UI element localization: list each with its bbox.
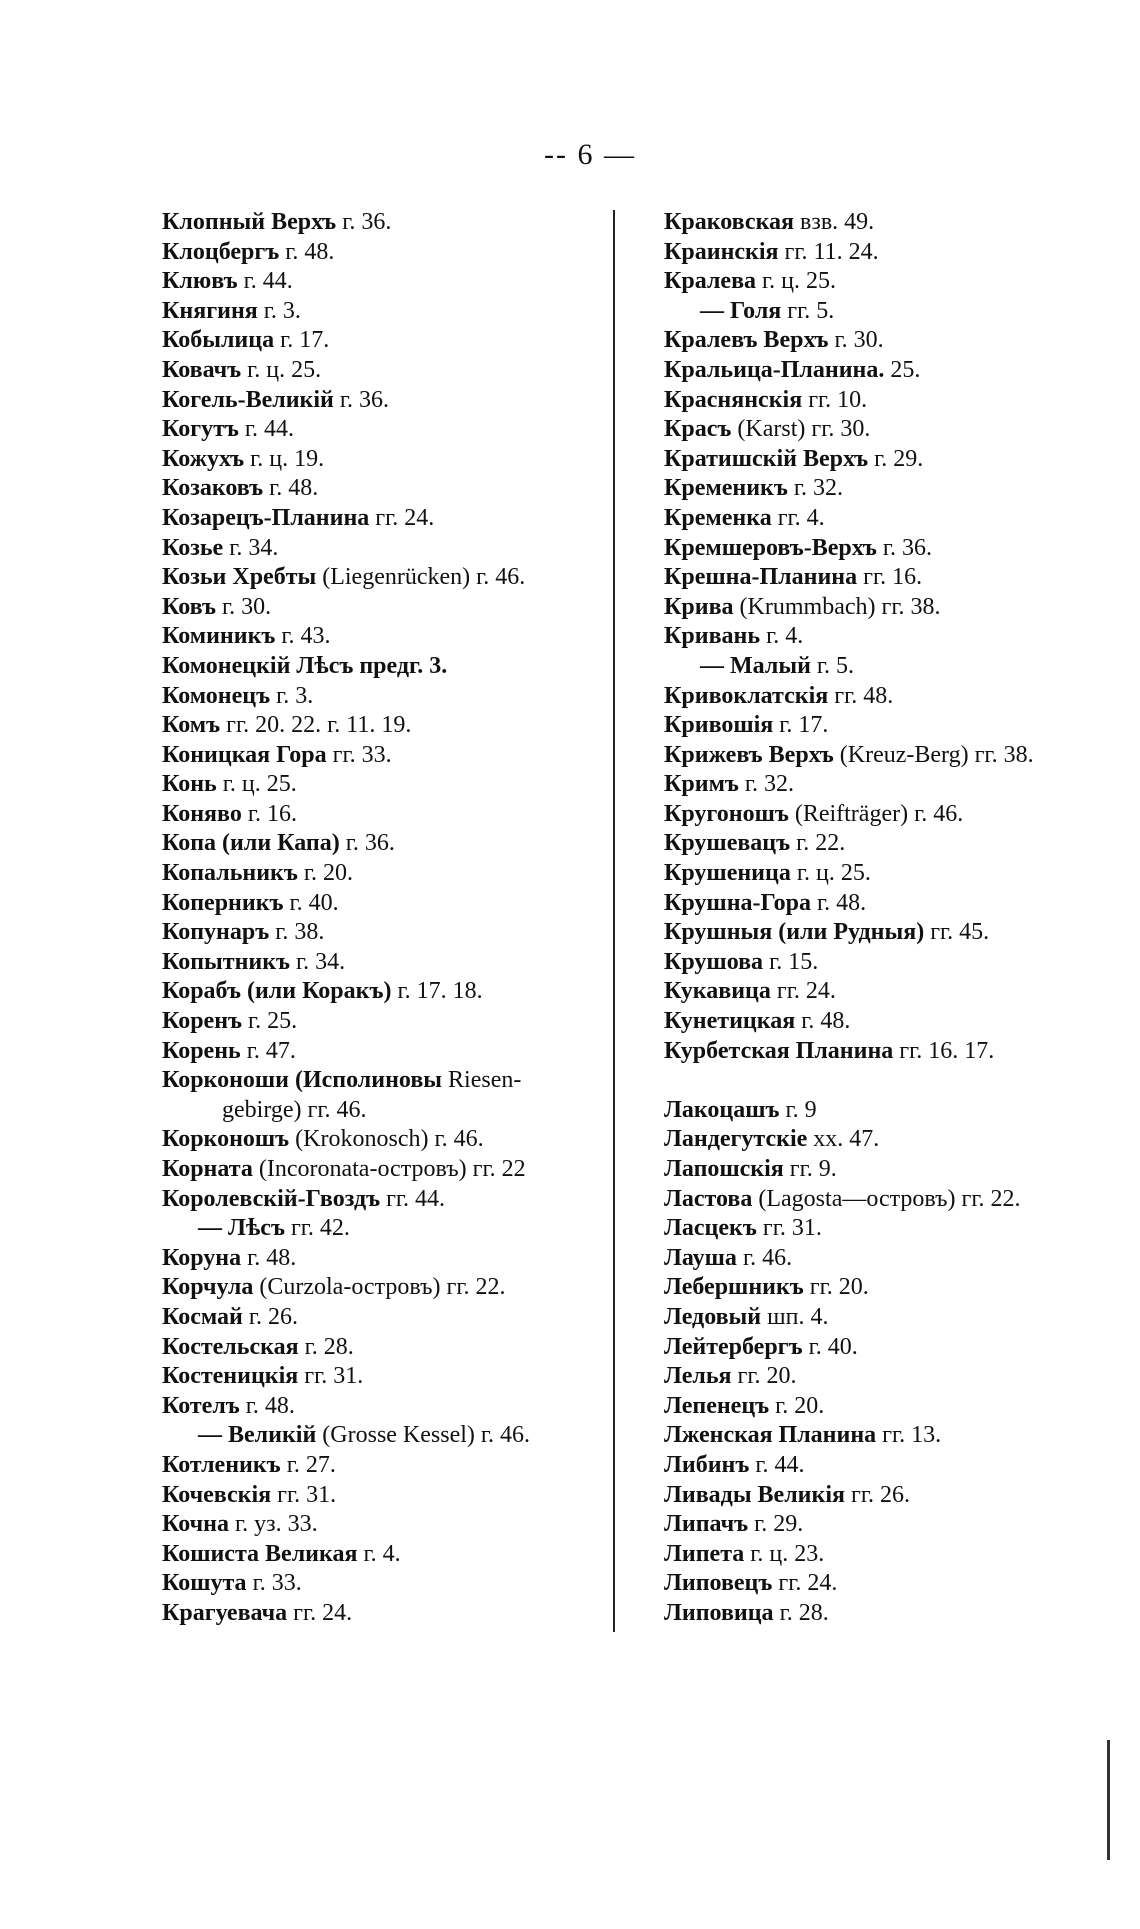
- entry-reference: гг. 20.: [731, 1363, 797, 1390]
- entry-headword: Котелъ: [162, 1392, 240, 1419]
- entry-headword: Крешна-Планина: [664, 564, 858, 591]
- index-entry: [664, 622, 1104, 652]
- entry-headword: Кралевъ Верхъ: [664, 327, 829, 354]
- entry-reference: г. уз. 33.: [228, 1511, 318, 1538]
- index-entry: [162, 770, 602, 800]
- entry-headword: Краинскія: [664, 238, 779, 265]
- entry-reference: гг. 44.: [380, 1185, 446, 1212]
- index-entry: [162, 918, 602, 948]
- entry-reference: gebirge) гг. 46.: [222, 1096, 367, 1123]
- entry-headword: Кралева: [664, 268, 757, 295]
- index-entry: [664, 1273, 1104, 1303]
- entry-reference: г. 17.: [274, 327, 330, 354]
- index-entry: [162, 386, 602, 416]
- entry-reference: г. 4.: [357, 1540, 401, 1567]
- entry-reference: г. 15.: [763, 948, 819, 975]
- index-entry: [162, 238, 602, 268]
- entry-headword: Лебершникъ: [664, 1274, 804, 1301]
- entry-reference: г. ц. 23.: [744, 1540, 825, 1567]
- entry-headword: Крушова: [664, 948, 764, 975]
- index-entry: [664, 711, 1104, 741]
- entry-reference: (Lagosta—островъ) гг. 22.: [752, 1185, 1021, 1212]
- entry-reference: г. 4.: [760, 623, 804, 650]
- index-entry: [664, 1540, 1104, 1570]
- entry-headword: Кочна: [162, 1511, 229, 1538]
- entry-reference: (Karst) гг. 30.: [731, 416, 871, 443]
- entry-reference: гг. 31.: [271, 1481, 337, 1508]
- index-entry: [162, 711, 602, 741]
- index-entry: [664, 1510, 1104, 1540]
- index-entry: [664, 1481, 1104, 1511]
- index-entry: [664, 1599, 1104, 1629]
- entry-reference: г. 3.: [270, 682, 314, 709]
- entry-reference: гг. 20. 22. г. 11. 19.: [220, 712, 412, 739]
- index-entry: [664, 1303, 1104, 1333]
- index-entry: [162, 534, 602, 564]
- entry-headword: — Лѣсъ: [198, 1215, 285, 1242]
- entry-headword: Когель-Великій: [162, 386, 334, 413]
- index-entry: [664, 859, 1104, 889]
- entry-reference: (Grosse Kessel) г. 46.: [316, 1422, 531, 1449]
- entry-headword: Крушеница: [664, 860, 791, 887]
- index-entry: [162, 326, 602, 356]
- entry-headword: Лакоцашъ: [664, 1096, 780, 1123]
- index-entry: [664, 297, 1104, 327]
- index-entry: [664, 356, 1104, 386]
- entry-reference: гг. 31.: [298, 1363, 364, 1390]
- entry-reference: г. 17.: [773, 712, 829, 739]
- entry-reference: г. 26.: [242, 1303, 299, 1330]
- entry-headword: Ковачъ: [162, 356, 242, 383]
- index-entry: [664, 918, 1104, 948]
- entry-headword: Костельская: [162, 1333, 299, 1360]
- index-entry: [664, 445, 1104, 475]
- entry-reference: г. 36.: [333, 386, 390, 413]
- entry-headword: Космай: [162, 1303, 243, 1330]
- entry-reference: г. 34.: [290, 948, 346, 975]
- entry-reference: (Krokonosch) г. 46.: [289, 1126, 484, 1153]
- entry-headword: Котленикъ: [162, 1451, 281, 1478]
- entry-headword: Кратишскій Верхъ: [664, 445, 869, 472]
- entry-reference: гг. 24.: [287, 1599, 353, 1626]
- index-entry: [162, 1510, 602, 1540]
- index-entry: [162, 1392, 602, 1422]
- index-entry: [162, 1569, 602, 1599]
- entry-headword: Лейтербергъ: [664, 1333, 803, 1360]
- entry-headword: Ландегутскіе: [664, 1126, 808, 1153]
- entry-headword: Лженская Планина: [664, 1422, 877, 1449]
- entry-headword: Крушевацъ: [664, 830, 791, 857]
- entry-reference: г. 17. 18.: [391, 978, 483, 1005]
- index-entry: [162, 800, 602, 830]
- entry-reference: гг. 42.: [284, 1215, 350, 1242]
- index-entry: [162, 1599, 602, 1629]
- entry-reference: шп. 4.: [761, 1303, 829, 1330]
- entry-headword: Крушныя (или Рудныя): [664, 919, 925, 946]
- entry-headword: Коняво: [162, 800, 242, 827]
- entry-reference: г. 3.: [257, 297, 301, 324]
- entry-headword: Клоцбергъ: [162, 238, 280, 265]
- entry-headword: Ковъ: [162, 593, 216, 620]
- index-entry: [664, 829, 1104, 859]
- entry-headword: Кочевскія: [162, 1481, 272, 1508]
- entry-headword: Кругоношъ: [664, 800, 789, 827]
- index-entry: [664, 1451, 1104, 1481]
- index-entry: [664, 267, 1104, 297]
- entry-reference: г. 40.: [802, 1333, 858, 1360]
- entry-headword: Королевскій-Гвоздъ: [162, 1185, 381, 1212]
- entry-headword: Кобылица: [162, 327, 275, 354]
- index-entry: [162, 1007, 602, 1037]
- entry-reference: г. 32.: [738, 771, 795, 798]
- entry-reference: г. ц. 25.: [756, 268, 837, 295]
- index-entry: [664, 1155, 1104, 1185]
- index-entry: [162, 474, 602, 504]
- entry-reference: гг. 24.: [770, 978, 836, 1005]
- entry-reference: г. 25.: [242, 1008, 298, 1035]
- entry-headword: Копунаръ: [162, 919, 270, 946]
- entry-headword: Кремшеровъ-Верхъ: [664, 534, 877, 561]
- entry-reference: г. 5.: [810, 652, 855, 679]
- entry-headword: Либинъ: [664, 1451, 750, 1478]
- index-entry: [664, 1125, 1104, 1155]
- index-entry: [664, 415, 1104, 445]
- index-entry: [162, 859, 602, 889]
- entry-reference: г. 28.: [298, 1333, 354, 1360]
- index-entry: [664, 1392, 1104, 1422]
- entry-headword: Краковская: [664, 209, 795, 235]
- entry-reference: хх. 47.: [807, 1126, 880, 1153]
- index-entry: [162, 297, 602, 327]
- entry-reference: г. ц. 25.: [790, 860, 871, 887]
- entry-headword: Ледовый: [664, 1303, 762, 1330]
- entry-headword: Кожухъ: [162, 445, 245, 472]
- entry-headword: Корконоши (Исполиновы: [162, 1067, 443, 1094]
- entry-reference: гг. 11. 24.: [778, 238, 879, 265]
- entry-headword: Крушна-Гора: [664, 889, 812, 916]
- entry-headword: Кукавица: [664, 978, 771, 1005]
- index-entry: [664, 948, 1104, 978]
- entry-headword: Копытникъ: [162, 948, 291, 975]
- entry-reference: г. 20.: [769, 1392, 825, 1419]
- entry-headword: Козарецъ-Планина: [162, 504, 370, 531]
- index-entry: [162, 622, 602, 652]
- index-entry: [162, 563, 602, 593]
- index-entry: [664, 1421, 1104, 1451]
- entry-headword: Липовецъ: [664, 1570, 773, 1597]
- entry-headword: Красъ: [664, 416, 732, 443]
- entry-reference: г. 48.: [263, 475, 319, 502]
- entry-headword: Княгиня: [162, 297, 258, 324]
- entry-reference: гг. 10.: [802, 386, 868, 413]
- entry-headword: Курбетская Планина: [664, 1037, 894, 1064]
- entry-reference: г. 48.: [795, 1008, 851, 1035]
- index-entry: [162, 652, 602, 682]
- index-entry: [162, 415, 602, 445]
- index-entry: [162, 356, 602, 386]
- entry-reference: (Liegenrücken) г. 46.: [316, 564, 526, 591]
- entry-reference: гг. 24.: [369, 504, 435, 531]
- entry-reference: г. 48.: [241, 1244, 297, 1271]
- entry-reference: гг. 33.: [326, 741, 392, 768]
- entry-reference: Riesen-: [442, 1067, 522, 1094]
- entry-headword: Корень: [162, 1037, 241, 1064]
- entry-headword: Лелья: [664, 1363, 732, 1390]
- entry-reference: (Krummbach) гг. 38.: [733, 593, 941, 620]
- entry-headword: Когутъ: [162, 416, 239, 443]
- index-entry: [664, 1244, 1104, 1274]
- index-entry: [664, 770, 1104, 800]
- entry-headword: Лапошскія: [664, 1156, 784, 1182]
- entry-reference: гг. 16.: [857, 564, 923, 591]
- page-number-header: -- 6 —: [544, 138, 636, 171]
- index-entry: [162, 829, 602, 859]
- index-entry: [162, 1155, 602, 1185]
- entry-headword: Комонецкій Лѣсъ предг. 3.: [162, 652, 448, 679]
- entry-headword: Липовица: [664, 1599, 774, 1626]
- entry-headword: — Малый: [700, 652, 811, 679]
- entry-reference: г. 32.: [787, 475, 844, 502]
- entry-headword: Ластова: [664, 1185, 753, 1212]
- index-entry: [162, 1214, 602, 1244]
- index-entry: [664, 593, 1104, 623]
- entry-headword: Конь: [162, 771, 217, 798]
- entry-reference: г. ц. 19.: [244, 445, 325, 472]
- entry-reference: гг. 13.: [876, 1422, 942, 1449]
- entry-headword: Комъ: [162, 712, 221, 739]
- entry-headword: Кривань: [664, 623, 761, 650]
- index-entry: [664, 741, 1104, 771]
- index-entry: [664, 889, 1104, 919]
- index-entry: [664, 682, 1104, 712]
- entry-headword: Коминикъ: [162, 623, 276, 650]
- entry-reference: г. 46.: [736, 1244, 793, 1271]
- entry-headword: Козаковъ: [162, 475, 264, 502]
- entry-reference: гг. 45.: [924, 919, 990, 946]
- entry-headword: Костеницкія: [162, 1363, 299, 1390]
- entry-headword: Кральица-Планина.: [664, 356, 885, 383]
- entry-headword: — Голя: [700, 297, 782, 324]
- index-entry: [162, 1066, 602, 1096]
- entry-reference: (Curzola-островъ) гг. 22.: [253, 1274, 506, 1301]
- entry-reference: г. 22.: [790, 830, 846, 857]
- entry-headword: Корната: [162, 1156, 253, 1182]
- entry-reference: г. 48.: [811, 889, 867, 916]
- margin-mark: [1107, 1740, 1110, 1860]
- entry-reference: г. 29.: [868, 445, 924, 472]
- entry-reference: г. 44.: [237, 268, 293, 295]
- index-entry: [664, 1569, 1104, 1599]
- entry-headword: Коренъ: [162, 1008, 243, 1035]
- entry-reference: г. 30.: [828, 327, 884, 354]
- entry-reference: г. 20.: [297, 860, 354, 887]
- entry-headword: Крижевъ Верхъ: [664, 741, 834, 768]
- entry-headword: Кременка: [664, 504, 772, 531]
- entry-reference: гг. 16. 17.: [893, 1037, 995, 1064]
- index-entry: [162, 1303, 602, 1333]
- entry-reference: г. 43.: [275, 623, 331, 650]
- entry-reference: гг. 5.: [781, 297, 835, 324]
- entry-headword: Клопный Верхъ: [162, 209, 337, 235]
- entry-headword: Комонецъ: [162, 682, 271, 709]
- index-entry: [664, 1333, 1104, 1363]
- entry-reference: г. ц. 25.: [216, 771, 297, 798]
- entry-reference: г. 30.: [215, 593, 272, 620]
- index-entry: [664, 238, 1104, 268]
- index-entry: [162, 977, 602, 1007]
- entry-reference: г. 36.: [339, 830, 395, 857]
- entry-reference: г. 28.: [773, 1599, 829, 1626]
- entry-reference: гг. 48.: [828, 682, 894, 709]
- index-entry: [162, 1362, 602, 1392]
- entry-headword: Ласцекъ: [664, 1215, 757, 1242]
- entry-reference: г. 27.: [280, 1451, 336, 1478]
- entry-reference: 25.: [884, 356, 921, 383]
- entry-reference: гг. 20.: [803, 1274, 869, 1301]
- index-entry: [162, 445, 602, 475]
- entry-headword: — Великій: [198, 1422, 317, 1449]
- entry-reference: г. 44.: [238, 416, 295, 443]
- entry-headword: Корабъ (или Коракъ): [162, 978, 392, 1005]
- index-entry: [162, 682, 602, 712]
- index-entry: [162, 741, 602, 771]
- index-entry: [664, 474, 1104, 504]
- index-entry: [162, 1244, 602, 1274]
- entry-headword: Копа (или Капа): [162, 830, 340, 857]
- entry-reference: г. 29.: [748, 1511, 804, 1538]
- entry-reference: (Kreuz-Berg) гг. 38.: [833, 741, 1034, 768]
- entry-headword: Лауша: [664, 1244, 737, 1271]
- entry-reference: (Reifträger) г. 46.: [788, 800, 964, 827]
- index-entry: [664, 1096, 1104, 1126]
- entry-headword: Козьи Хребты: [162, 564, 317, 591]
- entry-reference: гг. 9.: [783, 1156, 837, 1182]
- entry-reference: (Incoronata-островъ) гг. 22: [252, 1156, 526, 1182]
- index-entry: [664, 563, 1104, 593]
- entry-reference: гг. 24.: [772, 1570, 838, 1597]
- index-entry: [162, 1333, 602, 1363]
- index-entry: [162, 1481, 602, 1511]
- right-column: [664, 208, 1104, 1629]
- entry-reference: гг. 31.: [756, 1215, 822, 1242]
- index-entry: [162, 1037, 602, 1067]
- entry-reference: г. 48.: [239, 1392, 295, 1419]
- entry-headword: Кошиста Великая: [162, 1540, 358, 1567]
- entry-headword: Кошута: [162, 1570, 247, 1597]
- entry-headword: Клювъ: [162, 268, 238, 295]
- entry-headword: Кременикъ: [664, 475, 788, 502]
- entry-headword: Коперникъ: [162, 889, 284, 916]
- index-entry: [664, 977, 1104, 1007]
- entry-headword: Кривошія: [664, 712, 774, 739]
- index-entry: [162, 1273, 602, 1303]
- index-entry: [664, 1037, 1104, 1067]
- entry-reference: г. 38.: [269, 919, 325, 946]
- index-entry: [162, 267, 602, 297]
- entry-headword: Корчула: [162, 1274, 254, 1301]
- index-entry: [162, 208, 602, 238]
- index-entry: [664, 534, 1104, 564]
- left-column: [162, 208, 602, 1629]
- index-entry: [162, 593, 602, 623]
- index-entry: [664, 1214, 1104, 1244]
- entry-headword: Липачъ: [664, 1511, 749, 1538]
- entry-headword: Коруна: [162, 1244, 242, 1271]
- index-entry: [162, 1185, 602, 1215]
- entry-headword: Коницкая Гора: [162, 741, 327, 768]
- entry-headword: Краснянскія: [664, 386, 803, 413]
- entry-reference: г. ц. 25.: [241, 356, 322, 383]
- entry-reference: г. 34.: [223, 534, 279, 561]
- entry-headword: Ливады Великія: [664, 1481, 845, 1508]
- index-entry: [664, 504, 1104, 534]
- index-entry: [664, 652, 1104, 682]
- column-divider: [613, 210, 615, 1632]
- entry-reference: г. 33.: [246, 1570, 302, 1597]
- entry-reference: г. 47.: [240, 1037, 296, 1064]
- index-entry: [664, 1362, 1104, 1392]
- index-entry: [664, 800, 1104, 830]
- index-entry: [162, 1125, 602, 1155]
- entry-headword: Кримъ: [664, 771, 739, 798]
- index-entry: [162, 504, 602, 534]
- index-entry: [162, 1451, 602, 1481]
- entry-reference: г. 36.: [876, 534, 932, 561]
- entry-headword: Копальникъ: [162, 860, 298, 887]
- entry-reference: гг. 4.: [771, 504, 825, 531]
- index-entry: [162, 1540, 602, 1570]
- index-entry: [664, 1007, 1104, 1037]
- index-entry: [162, 889, 602, 919]
- entry-reference: г. 40.: [283, 889, 339, 916]
- index-entry: [664, 326, 1104, 356]
- entry-reference: г. 9: [779, 1096, 817, 1123]
- index-entry: [162, 1421, 602, 1451]
- entry-headword: Кривоклатскія: [664, 682, 829, 709]
- entry-headword: Козье: [162, 534, 224, 561]
- entry-reference: г. 48.: [279, 238, 335, 265]
- index-entry: [664, 208, 1104, 238]
- index-entry: [162, 948, 602, 978]
- entry-headword: Крива: [664, 593, 734, 620]
- entry-headword: Кунетицкая: [664, 1008, 796, 1035]
- entry-headword: Корконошъ: [162, 1126, 290, 1153]
- entry-reference: г. 36.: [336, 209, 392, 235]
- index-entry: [162, 1096, 602, 1126]
- entry-reference: гг. 26.: [844, 1481, 910, 1508]
- entry-headword: Лепенецъ: [664, 1392, 770, 1419]
- index-entry: [664, 386, 1104, 416]
- entry-reference: г. 16.: [241, 800, 297, 827]
- entry-headword: Липета: [664, 1540, 745, 1567]
- index-entry: [664, 1185, 1104, 1215]
- entry-reference: г. 44.: [749, 1451, 805, 1478]
- entry-headword: Крагуевача: [162, 1599, 288, 1626]
- entry-reference: взв. 49.: [794, 209, 875, 235]
